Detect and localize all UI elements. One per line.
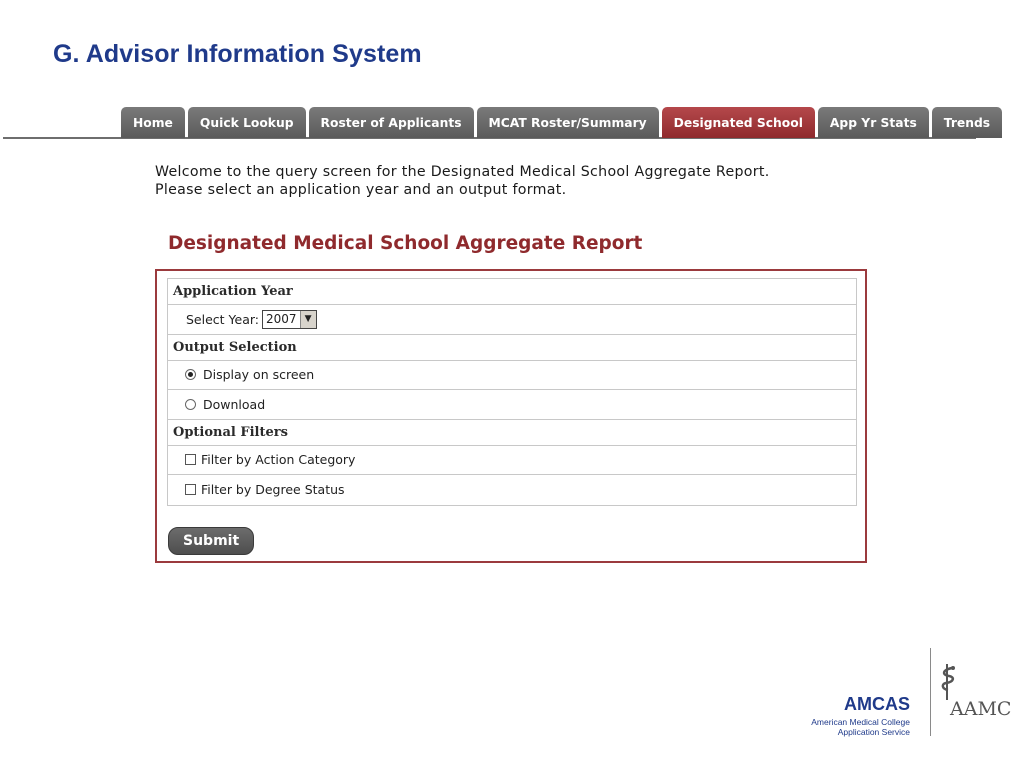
tab-mcat-roster-summary[interactable]: MCAT Roster/Summary <box>477 107 659 138</box>
amcas-subtitle-line-1: American Medical College <box>811 717 910 727</box>
caduceus-icon <box>938 662 960 702</box>
output-option-download[interactable] <box>168 390 856 420</box>
amcas-logo-subtitle <box>811 717 910 737</box>
report-form <box>167 278 857 506</box>
filter-degree-status-row[interactable] <box>168 475 856 505</box>
filter-degree-status-label[interactable]: Filter by Degree Status <box>201 482 345 498</box>
filter-degree-status-checkbox[interactable] <box>185 484 196 495</box>
logo-divider <box>930 648 931 736</box>
tab-quick-lookup[interactable]: Quick Lookup <box>188 107 306 138</box>
filter-action-category-row[interactable] <box>168 446 856 476</box>
tab-app-yr-stats[interactable]: App Yr Stats <box>818 107 929 138</box>
select-year-label: Select Year: <box>186 311 259 327</box>
filter-action-category-checkbox[interactable] <box>185 454 196 465</box>
report-title: Designated Medical School Aggregate Report <box>168 233 643 254</box>
aamc-logo-name: AAMC <box>950 698 1012 720</box>
tab-trends[interactable]: Trends <box>932 107 1002 138</box>
chevron-down-icon[interactable]: ▼ <box>300 311 316 328</box>
select-year-row <box>168 305 856 335</box>
year-select-value: 2007 <box>266 312 297 327</box>
tab-designated-school[interactable]: Designated School <box>662 107 815 138</box>
output-option-display[interactable] <box>168 361 856 391</box>
output-selection-heading: Output Selection <box>168 335 856 361</box>
radio-selected-dot <box>188 372 193 377</box>
amcas-logo-name: AMCAS <box>844 694 910 714</box>
download-radio[interactable] <box>185 399 196 410</box>
display-on-screen-label[interactable]: Display on screen <box>203 367 315 383</box>
application-year-heading: Application Year <box>168 279 856 305</box>
year-select[interactable] <box>262 310 317 329</box>
filter-action-category-label[interactable]: Filter by Action Category <box>201 452 356 468</box>
report-form-panel <box>155 269 867 563</box>
tab-home[interactable]: Home <box>121 107 185 138</box>
display-on-screen-radio[interactable] <box>185 369 196 380</box>
optional-filters-heading: Optional Filters <box>168 420 856 446</box>
nav-tabs <box>121 107 1002 138</box>
intro-line-1: Welcome to the query screen for the Designated Medical School Aggregate Report. <box>155 164 770 180</box>
submit-button[interactable]: Submit <box>168 527 254 555</box>
intro-text <box>155 163 875 199</box>
slide-title: G. Advisor Information System <box>53 40 422 68</box>
aamc-amcas-logo <box>800 648 1020 748</box>
intro-line-2: Please select an application year and an output format. <box>155 182 567 198</box>
tab-roster-of-applicants[interactable]: Roster of Applicants <box>309 107 474 138</box>
download-label[interactable]: Download <box>203 396 266 412</box>
amcas-subtitle-line-2: Application Service <box>837 727 910 737</box>
